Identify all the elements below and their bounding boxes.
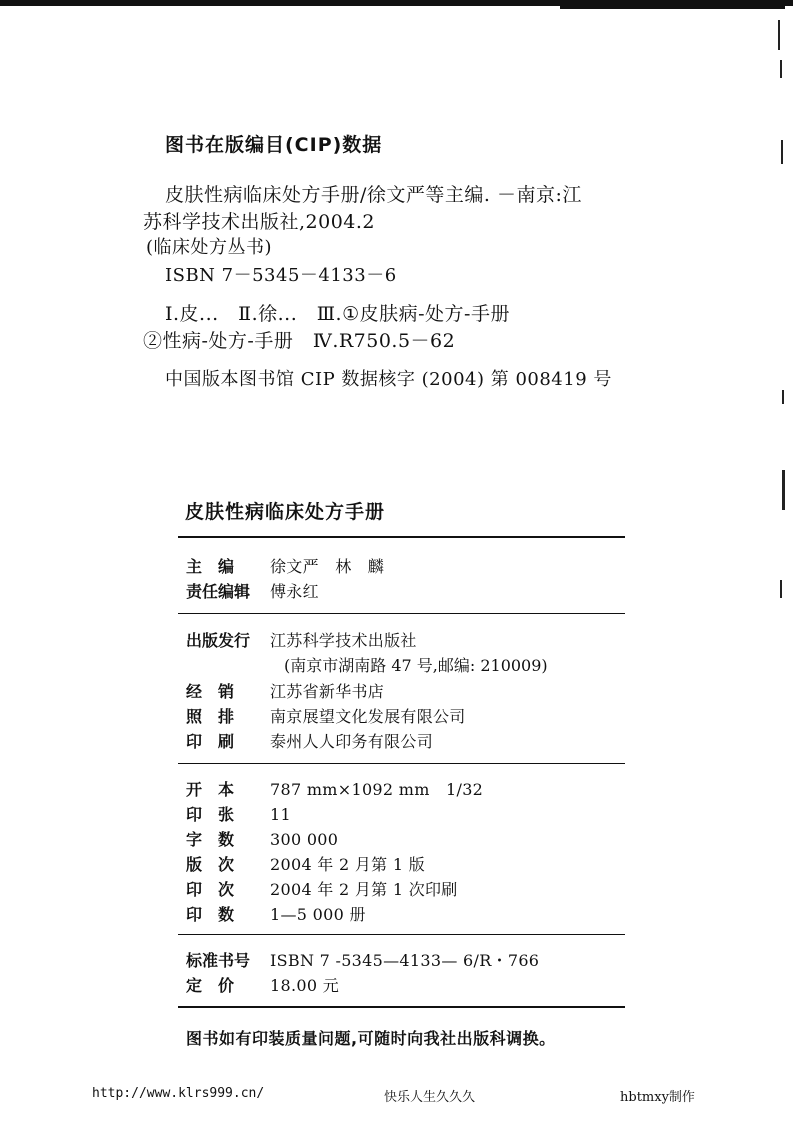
footer-credit: hbtmxy制作 xyxy=(620,1090,695,1105)
info-value: 泰州人人印务有限公司 xyxy=(270,732,434,751)
divider xyxy=(178,536,625,538)
footer-slogan: 快乐人生久久久 xyxy=(384,1090,476,1105)
info-value: 11 xyxy=(270,805,291,824)
divider xyxy=(178,934,625,935)
info-value: 2004 年 2 月第 1 版 xyxy=(270,855,426,874)
info-value: 18.00 元 xyxy=(270,976,339,995)
info-label: 经 销 xyxy=(186,682,235,701)
info-label: 照 排 xyxy=(186,707,235,726)
scan-edge-mark xyxy=(780,60,782,78)
info-row-isbn xyxy=(186,948,539,971)
book-title: 皮肤性病临床处方手册 xyxy=(185,501,386,523)
info-value: ISBN 7 -5345—4133— 6/R・766 xyxy=(270,951,540,970)
cip-line-series: (临床处方丛书) xyxy=(146,237,273,258)
quality-notice: 图书如有印装质量问题,可随时向我社出版科调换。 xyxy=(186,1029,556,1048)
info-value: 300 000 xyxy=(270,830,339,849)
info-row-distributor xyxy=(186,679,384,702)
info-value: 江苏科学技术出版社 xyxy=(270,631,417,650)
info-label: 印 次 xyxy=(186,880,235,899)
info-row-edition xyxy=(186,852,425,875)
info-row-typesetting xyxy=(186,704,466,727)
scan-edge-mark xyxy=(782,390,784,404)
cip-line-record: 中国版本图书馆 CIP 数据核字 (2004) 第 008419 号 xyxy=(165,369,612,390)
cip-line-subjects: Ⅰ.皮... Ⅱ.徐... Ⅲ.①皮肤病-处方-手册 xyxy=(165,303,510,325)
info-row-publisher xyxy=(186,628,417,651)
info-row-print-run xyxy=(186,902,366,925)
cip-line-subjects-2: ②性病-处方-手册 Ⅳ.R750.5－62 xyxy=(143,330,456,352)
info-row-impression xyxy=(186,877,458,900)
info-label: 印 张 xyxy=(186,805,235,824)
info-row-price xyxy=(186,973,339,996)
info-label: 主 编 xyxy=(186,557,235,576)
cip-line-2: 苏科学技术出版社,2004.2 xyxy=(143,211,376,233)
cip-line-1: 皮肤性病临床处方手册/徐文严等主编. －南京:江 xyxy=(165,184,582,206)
info-value: 南京展望文化发展有限公司 xyxy=(270,707,466,726)
info-row-responsible-editor xyxy=(186,579,319,602)
info-row-format xyxy=(186,777,483,800)
info-label: 标准书号 xyxy=(186,951,251,970)
cip-line-isbn: ISBN 7－5345－4133－6 xyxy=(165,265,397,286)
info-value: 江苏省新华书店 xyxy=(270,682,385,701)
info-value: 徐文严 林 麟 xyxy=(270,557,385,576)
info-value: 1—5 000 册 xyxy=(270,905,366,924)
info-value: 2004 年 2 月第 1 次印刷 xyxy=(270,880,458,899)
info-label: 出版发行 xyxy=(186,631,251,650)
info-label: 印 数 xyxy=(186,905,235,924)
scan-top-border-thick xyxy=(560,6,785,9)
cip-heading: 图书在版编目(CIP)数据 xyxy=(165,134,383,156)
info-value: 787 mm×1092 mm 1/32 xyxy=(270,780,484,799)
divider xyxy=(178,1006,625,1008)
info-label: 开 本 xyxy=(186,780,235,799)
divider xyxy=(178,613,625,614)
info-row-word-count xyxy=(186,827,338,850)
info-row-chief-editor xyxy=(186,554,384,577)
info-label: 版 次 xyxy=(186,855,235,874)
footer-url[interactable]: http://www.klrs999.cn/ xyxy=(92,1086,265,1101)
divider xyxy=(178,763,625,764)
info-label: 定 价 xyxy=(186,976,235,995)
scan-edge-mark xyxy=(780,580,782,598)
info-value: 傅永红 xyxy=(270,582,319,601)
scan-edge-mark xyxy=(778,20,780,50)
info-label: 责任编辑 xyxy=(186,582,251,601)
scan-edge-mark xyxy=(782,470,785,510)
scan-edge-mark xyxy=(781,140,783,164)
info-label: 印 刷 xyxy=(186,732,235,751)
info-row-printer xyxy=(186,729,433,752)
info-row-sheets xyxy=(186,802,291,825)
info-label: 字 数 xyxy=(186,830,235,849)
publisher-address: (南京市湖南路 47 号,邮编: 210009) xyxy=(284,656,548,675)
